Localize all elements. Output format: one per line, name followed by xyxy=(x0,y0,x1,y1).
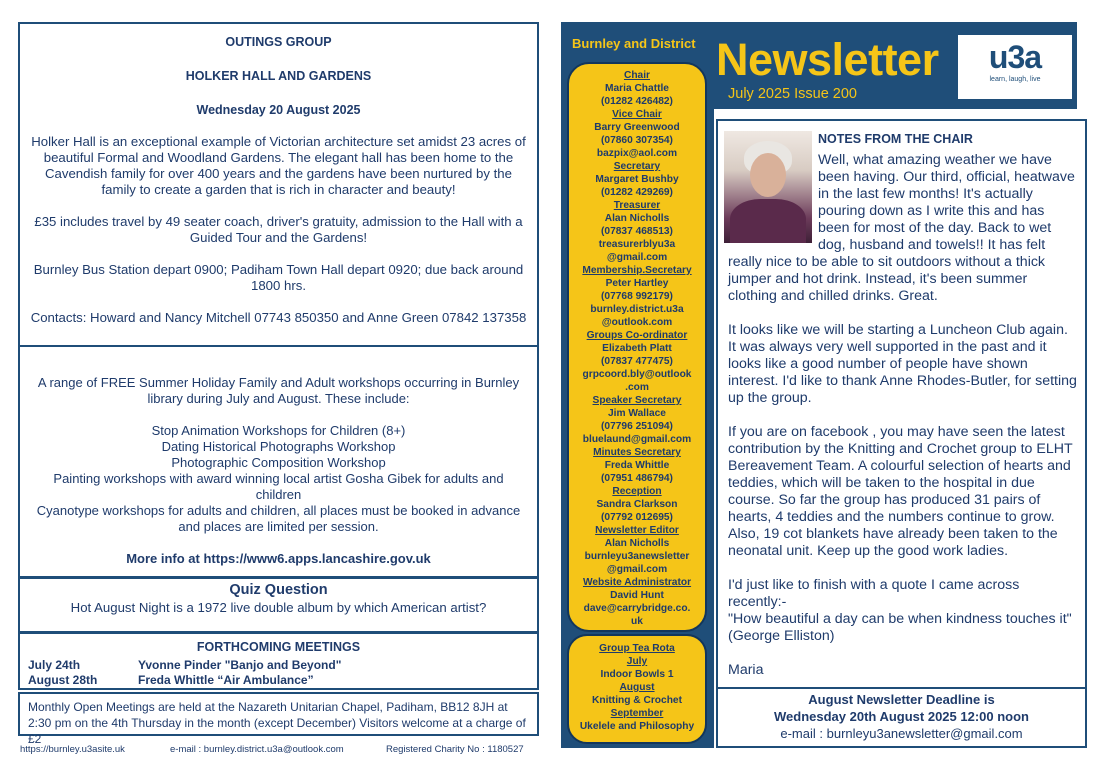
meeting-date: July 24th xyxy=(28,658,81,672)
committee-detail: Alan Nicholls xyxy=(604,538,670,549)
chair-paragraph: If you are on facebook , you may have seen the latest contribution by the Knitting and Crochet group to ELHT Bereavement Team. A colourful selection of hearts and teddies, which will be taken to the hospital in due course. So far the group has produced 31 pairs of hearts, 4 teddies and the numbers continue to grow. Also, 19 cot blankets have already been taken to the neonatal unit. Keep up the good work ladies. xyxy=(728,424,1073,559)
committee-role: Treasurer xyxy=(613,200,661,211)
logo-text: u3a xyxy=(988,39,1042,75)
committee-detail: (07837 468513) xyxy=(601,226,673,237)
workshop-item: Cyanotype workshops for adults and children, all places must be booked in advance and places are limited per session. xyxy=(36,503,521,534)
committee-detail: @gmail.com xyxy=(606,252,668,263)
deadline-line1: August Newsletter Deadline is xyxy=(808,692,995,707)
committee-role: Minutes Secretary xyxy=(593,447,681,458)
rota-month: July xyxy=(626,656,648,667)
committee-role: Newsletter Editor xyxy=(595,525,679,536)
committee-role: Chair xyxy=(623,70,651,81)
rota-month: September xyxy=(610,708,664,719)
committee-detail: Peter Hartley xyxy=(605,278,669,289)
committee-detail: bazpix@aol.com xyxy=(596,148,678,159)
committee-role: Secretary xyxy=(613,161,661,172)
deadline-section xyxy=(716,687,1087,748)
committee-detail: .com xyxy=(625,382,649,393)
outing-times: Burnley Bus Station depart 0900; Padiham Town Hall depart 0920; due back around 1800 hrs. xyxy=(33,262,524,293)
workshop-item: Photographic Composition Workshop xyxy=(171,455,386,470)
committee-detail: @gmail.com xyxy=(606,564,668,575)
committee-list xyxy=(567,62,707,632)
committee-detail: (01282 426482) xyxy=(601,96,673,107)
outing-price: £35 includes travel by 49 seater coach, driver's gratuity, admission to the Hall with a Guided Tour and the Gardens! xyxy=(34,214,523,245)
monthly-meetings-text: Monthly Open Meetings are held at the Nazareth Unitarian Chapel, Padiham, BB12 8JH at 2:30 pm on the 4th Thursday in the month (except December) Visitors welcome at a charge of £2 xyxy=(28,700,526,746)
quiz-section xyxy=(18,577,539,633)
newsletter-title: Newsletter xyxy=(716,34,939,85)
committee-detail: Barry Greenwood xyxy=(594,122,680,133)
rota-group: Ukelele and Philosophy xyxy=(579,721,695,732)
chair-signature: Maria xyxy=(728,662,764,678)
committee-detail: Margaret Bushby xyxy=(595,174,679,185)
meetings-section xyxy=(18,632,539,690)
chair-photo xyxy=(724,131,812,243)
rota-group: Indoor Bowls 1 xyxy=(600,669,674,680)
meeting-row xyxy=(28,673,529,688)
committee-detail: (07837 477475) xyxy=(601,356,673,367)
committee-detail: burnleyu3anewsletter xyxy=(584,551,690,562)
chair-notes-title: NOTES FROM THE CHAIR xyxy=(818,132,973,146)
meetings-title: FORTHCOMING MEETINGS xyxy=(196,640,361,654)
committee-detail: dave@carrybridge.co. xyxy=(583,603,691,614)
workshop-item: Painting workshops with award winning local artist Gosha Gibek for adults and children xyxy=(53,471,504,502)
committee-detail: (07951 486794) xyxy=(601,473,673,484)
footer xyxy=(20,744,540,755)
workshops-intro: A range of FREE Summer Holiday Family and Adult workshops occurring in Burnley library during July and August. These include: xyxy=(37,375,520,406)
rota-title: Group Tea Rota xyxy=(599,643,675,654)
footer-email[interactable]: e-mail : burnley.district.u3a@outlook.com xyxy=(170,744,344,755)
committee-role: Reception xyxy=(612,486,662,497)
chair-paragraph: It looks like we will be starting a Luncheon Club again. It was always very well supported in the past and it looks like a good number of people have shown interest. I'd like to thank Anne Rhodes-Butler, for setting up the group. xyxy=(728,322,1077,406)
committee-detail: @outlook.com xyxy=(601,317,673,328)
committee-detail: bluelaund@gmail.com xyxy=(582,434,692,445)
footer-charity: Registered Charity No : 1180527 xyxy=(386,744,524,755)
deadline-line2: Wednesday 20th August 2025 12:00 noon xyxy=(773,709,1030,724)
committee-detail: Alan Nicholls xyxy=(604,213,670,224)
chair-notes-section xyxy=(716,119,1087,689)
rota-month: August xyxy=(619,682,655,693)
committee-role: Speaker Secretary xyxy=(592,395,682,406)
chair-quote: "How beautiful a day can be when kindness touches it" (George Elliston) xyxy=(728,611,1072,644)
tea-rota xyxy=(567,634,707,744)
committee-detail: Elizabeth Platt xyxy=(602,343,672,354)
meeting-row xyxy=(28,658,529,673)
chair-paragraph: I'd just like to finish with a quote I came across recently:- xyxy=(728,577,1020,610)
footer-website[interactable]: https://burnley.u3asite.uk xyxy=(20,744,125,755)
outing-title: HOLKER HALL AND GARDENS xyxy=(185,69,372,83)
quiz-question: Hot August Night is a 1972 live double album by which American artist? xyxy=(70,600,487,615)
workshops-more-info: More info at https://www6.apps.lancashire.gov.uk xyxy=(126,551,431,566)
monthly-meetings-note xyxy=(18,692,539,746)
outings-section xyxy=(18,22,539,348)
meeting-detail: Freda Whittle “Air Ambulance” xyxy=(138,673,314,687)
chair-paragraph: Well, what amazing weather we have been having. Our third, official, heatwave in the last few months! It's actually pouring down as I write this and has been for most of the day. Back to wet dog, husband and towels!! It has felt really nice to be able to sit outdoors without a thick jumper and hot drink. Instead, it's been summer clothing and chilled drinks. Great. xyxy=(728,152,1075,304)
committee-detail: uk xyxy=(631,616,643,627)
workshops-section xyxy=(18,345,539,578)
meeting-date: August 28th xyxy=(28,673,98,687)
committee-role: Groups Co-ordinator xyxy=(586,330,688,341)
outing-contacts: Contacts: Howard and Nancy Mitchell 07743 850350 and Anne Green 07842 137358 xyxy=(30,310,527,325)
outing-date: Wednesday 20 August 2025 xyxy=(196,103,361,117)
committee-detail: Jim Wallace xyxy=(608,408,666,419)
workshop-item: Stop Animation Workshops for Children (8+) xyxy=(151,423,406,438)
committee-detail: David Hunt xyxy=(610,590,664,601)
outing-description: Holker Hall is an exceptional example of Victorian architecture set amidst 23 acres of beautiful Formal and Woodland Gardens. The elegant hall has been home to the Cavendish family for over 400 years and the gardens have been nurtured by the family to create a garden that is rich in character and beauty! xyxy=(31,134,526,197)
committee-role: Vice Chair xyxy=(612,109,662,120)
committee-detail: Freda Whittle xyxy=(604,460,670,471)
committee-detail: grpcoord.bly@outlook xyxy=(582,369,692,380)
workshop-item: Dating Historical Photographs Workshop xyxy=(161,439,396,454)
committee-detail: Sandra Clarkson xyxy=(596,499,678,510)
rota-group: Knitting & Crochet xyxy=(592,695,682,706)
committee-detail: treasurerblyu3a xyxy=(598,239,676,250)
committee-role: Membership.Secretary xyxy=(582,265,692,276)
committee-detail: burnley.district.u3a xyxy=(590,304,684,315)
committee-role: Website Administrator xyxy=(582,577,692,588)
committee-detail: (01282 429269) xyxy=(601,187,673,198)
committee-detail: (07860 307354) xyxy=(601,135,673,146)
banner-district: Burnley and District xyxy=(572,36,696,51)
meeting-detail: Yvonne Pinder "Banjo and Beyond" xyxy=(138,658,342,672)
committee-detail: Maria Chattle xyxy=(605,83,669,94)
quiz-title: Quiz Question xyxy=(229,582,328,598)
committee-detail: (07796 251094) xyxy=(601,421,673,432)
committee-detail: (07768 992179) xyxy=(601,291,673,302)
deadline-email[interactable]: e-mail : burnleyu3anewsletter@gmail.com xyxy=(780,726,1023,741)
newsletter-issue: July 2025 Issue 200 xyxy=(728,86,857,102)
committee-detail: (07792 012695) xyxy=(601,512,673,523)
u3a-logo xyxy=(958,35,1072,99)
logo-tagline: learn, laugh, live xyxy=(989,76,1041,83)
outings-group-heading: OUTINGS GROUP xyxy=(225,35,332,49)
